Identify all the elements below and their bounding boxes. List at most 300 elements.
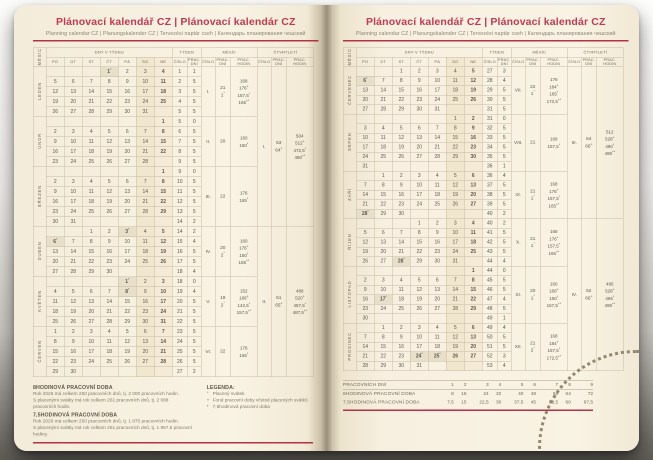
day-cell: 17 [82,347,100,357]
week-number-cell: 6 [172,127,187,137]
day-cell [464,162,482,172]
reference-value: 45 [530,399,536,406]
header-line: HODIN [546,61,560,67]
day-cell: 9 [46,137,64,147]
month-hours-value: 168 [240,78,248,84]
day-cell: 12 [64,297,82,307]
symbol-superscript: +* [247,309,251,314]
month-workdays-value: 1° [530,195,535,202]
day-cell: 29 [410,257,428,267]
day-cell: 29 [446,152,464,162]
month-hours-value: 165+* [547,250,559,256]
day-cell: 18 [428,342,446,352]
day-cell: 6 [136,327,154,337]
week-number-cell: 23 [172,327,187,337]
day-cell: 12 [446,333,464,343]
day-cell: 28 [154,357,172,367]
day-cell [410,266,428,276]
month-hours-value: 176+ [239,85,249,91]
day-cell: 29 [374,361,392,371]
day-cell [82,117,100,127]
reference-value: 8 [450,391,454,397]
day-cell: 26 [464,95,482,105]
day-cell: 24° [410,352,428,362]
symbol-superscript: * [556,91,558,95]
day-cell [356,219,374,229]
day-cell: 23 [464,143,482,153]
day-cell [356,266,374,276]
day-cell: 9 [410,76,428,86]
day-cell: 24 [374,304,392,314]
week-workdays-cell: 5 [187,77,201,87]
day-cell [356,171,374,181]
day-cell: 22 [154,197,172,207]
week-workdays-cell: 0 [187,167,201,177]
month-hours-value: 157,5+* [236,309,251,316]
week-number-cell: 27 [482,67,497,77]
month-hours-value: 176 [240,190,248,196]
week-workdays-cell: 5 [187,187,201,197]
day-cell: 16 [392,190,410,200]
day-cell: 20 [136,347,154,357]
day-cell [392,266,410,276]
quarter-hours-cell [596,219,623,371]
day-cell: 5 [64,287,82,297]
month-numeral-cell: VII. [511,67,525,115]
day-cell: 8 [374,181,392,191]
day-cell: 24 [154,307,172,317]
day-cell: 13 [356,86,374,96]
month-workdays-cell [525,114,540,171]
day-cell [100,167,118,177]
symbol-superscript: + [556,288,558,292]
day-header-po: PO [356,57,374,67]
day-cell: 27 [410,152,428,162]
day-cell [464,314,482,324]
symbol-superscript: +* [555,202,559,207]
reference-value: 60 [565,399,571,406]
symbol-superscript: ° [532,294,535,299]
day-cell: 12 [356,238,374,248]
symbol-superscript: ° [532,195,535,199]
day-cell: 18 [82,147,100,157]
day-cell: 30 [46,217,64,227]
day-cell: 10 [136,77,154,87]
week-workdays-cell: 5 [497,190,511,200]
day-cell: 3 [446,219,464,229]
week-number-cell: 39 [482,200,497,210]
legend-text: Placený svátek [212,391,245,397]
day-cell: 31 [154,317,172,327]
reference-value: 7 [536,380,558,389]
week-number-cell: 20 [172,297,187,307]
month-name-label: ŘÍJEN [346,233,352,250]
week-number-cell: 37 [482,181,497,191]
week-workdays-cell: 4 [187,287,201,297]
day-cell: 5 [446,171,464,181]
reference-row-label: 7,5HODINOVÁ PRACOVNÍ DOBA [342,399,420,406]
page-title: Plánovací kalendář CZ | Plánovací kalendár CZ [365,16,606,28]
week-number-cell: 31 [482,114,497,124]
week-number-cell: 5 [172,107,187,117]
month-hours-value: 165* [239,197,249,203]
note-title: 8HODINOVÁ PRACOVNÍ DOBA [33,384,113,391]
day-cell: 30 [464,152,482,162]
day-cell: 20 [118,147,136,157]
week-workdays-cell: 5 [187,97,201,107]
day-cell: 11 [154,77,172,87]
day-cell: 3 [374,276,392,286]
week-number-cell: 43 [482,247,497,257]
day-cell: 26 [392,152,410,162]
day-cell: 28 [136,207,154,217]
day-cell: 5 [46,77,64,87]
header-line: DNÍ [219,61,227,67]
day-cell: 4 [154,67,172,77]
week-workdays-cell: 4 [497,257,511,267]
week-workdays-cell: 4 [497,361,511,371]
month-name-label: DUBEN [37,241,43,261]
subcolumn-header [567,57,581,67]
symbol-superscript: ° [55,238,58,242]
day-cell: 13 [136,337,154,347]
day-cell: 10 [374,285,392,295]
month-numeral-cell: XII. [511,323,525,371]
day-cell: 7 [356,333,374,343]
symbol-superscript: + [556,188,558,192]
month-numeral-cell: VIII. [511,114,525,171]
week-number-cell: 9 [172,167,187,177]
month-hours-value: 165* [239,352,249,358]
month-workdays-value: 1° [220,91,225,98]
day-cell: 24 [446,247,464,257]
day-cell: 19 [410,295,428,305]
day-cell [64,167,82,177]
week-workdays-cell: 2 [497,209,511,219]
month-workdays-cell [215,117,230,167]
reference-value: 30 [495,399,501,406]
month-hours-value: 176 [549,77,558,83]
month-hours-value: 165+* [238,259,250,266]
month-hours-cell [230,277,257,327]
day-cell: 8 [154,177,172,187]
symbol-superscript: + [246,85,249,89]
reference-row-label: 8HODINOVÁ PRACOVNÍ DOBA [342,391,415,397]
day-cell: 27 [464,200,482,210]
symbol-superscript: ° [127,278,130,282]
day-cell: 2 [428,219,446,229]
reference-value: 22,5 [478,399,489,406]
day-cell: 24 [82,357,100,367]
day-cell: 3 [410,323,428,333]
month-numeral-cell: IV. [201,227,215,277]
day-cell: 24 [136,97,154,107]
day-cell: 1 [374,323,392,333]
day-cell: 27 [374,257,392,267]
week-workdays-cell: 5 [187,257,201,267]
subcolumn-header [215,57,230,67]
day-cell: 25° [428,352,446,362]
week-workdays-cell: 5 [187,177,201,187]
day-cell: 3 [154,277,172,287]
day-cell: 28 [136,157,154,167]
day-cell: 7 [392,228,410,238]
week-number-cell: 4 [172,97,187,107]
day-cell: 4 [46,287,64,297]
header-line: PRAC. [293,57,307,62]
symbol-superscript: + [612,136,615,140]
day-cell: 26 [410,304,428,314]
day-cell [392,114,410,124]
month-hours-value: 157,5* [547,243,560,249]
legend-title: LEGENDA: [206,384,235,391]
week-number-cell: 41 [482,228,497,238]
day-cell: 21 [446,295,464,305]
day-cell: 8 [392,76,410,86]
week-workdays-cell: 5 [497,95,511,105]
day-cell: 20 [118,197,136,207]
month-hours-value: 150* [239,142,249,148]
day-cell: 25 [100,357,118,367]
symbol-superscript: * [558,143,560,147]
month-workdays-cell [215,277,230,327]
month-hours-cell [540,171,567,219]
day-header-ne: NE [464,57,482,67]
symbol-superscript: +* [611,302,615,307]
month-name-label: KVĚTEN [37,290,43,312]
month-hours-cell [230,67,257,117]
symbol-superscript: ° [109,68,112,72]
month-hours-value: 168 [549,333,558,339]
day-cell: 3 [64,177,82,187]
page-left [14,5,327,451]
month-name-cell [343,266,356,323]
month-workdays-value: 21 [529,139,535,146]
quarter-group-header: ČTVRTLETÍ [257,48,313,58]
day-cell [464,105,482,115]
day-header-st: ST [392,57,410,67]
symbol-superscript: + [302,140,305,144]
week-workdays-cell: 5 [497,105,511,115]
week-workdays-cell: 5 [497,276,511,286]
day-header-po: PO [46,57,64,67]
day-cell: 12 [446,181,464,191]
subcolumn-header [286,57,313,67]
month-hours-value: 168 [549,181,558,187]
day-cell: 6 [82,287,100,297]
day-cell [154,267,172,277]
day-cell: 13 [464,181,482,191]
header-line: PRAC. [582,57,595,62]
month-hours-cell [230,227,257,277]
symbol-superscript: +* [303,309,308,314]
day-cell: 24 [410,200,428,210]
week-workdays-cell: 5 [187,347,201,357]
day-cell [374,314,392,324]
day-cell: 6 [374,228,392,238]
week-workdays-cell: 5 [497,333,511,343]
week-number-cell: 17 [172,257,187,267]
week-row [33,67,313,77]
week-workdays-cell: 4 [497,295,511,305]
quarter-workdays-value: 65+ [275,301,283,308]
quarter-hours-value: 528+ [604,288,615,294]
week-workdays-cell: 0 [497,266,511,276]
day-cell: 11 [82,137,100,147]
day-cell: 6 [118,127,136,137]
quarter-hours-cell [286,67,313,227]
reference-value: 64 [565,391,571,397]
week-workdays-cell: 5 [497,247,511,257]
day-cell: 6 [64,77,82,87]
symbol-superscript: ° [402,257,405,262]
reference-value: 5 [501,380,523,389]
symbol-superscript: + [556,83,558,88]
header-line: ČÍSLO [202,59,215,64]
quarter-hours-cell [286,227,313,377]
symbol-superscript: ° [365,77,367,81]
symbol-superscript: + [589,294,592,299]
symbol-superscript: ° [532,90,535,95]
symbol-superscript: + [280,301,283,306]
legend-symbol: * [206,404,209,410]
week-row [343,67,623,77]
day-cell: 9 [46,187,64,197]
day-cell [82,217,100,227]
symbol-superscript: + [556,340,558,344]
day-cell: 7 [428,124,446,134]
month-name-label: ÚNOR [37,133,43,149]
day-cell: 23 [46,157,64,167]
month-column-header [33,48,46,67]
header-row-groups [343,48,623,58]
symbol-superscript: * [612,143,614,147]
day-cell: 2 [410,67,428,77]
day-header-so: SO [446,57,464,67]
month-workdays-cell [525,323,540,371]
month-numeral-cell: VI. [201,327,215,377]
quarter-workdays-value: 62 [585,288,591,294]
week-number-cell: 5 [172,117,187,127]
day-cell [64,277,82,287]
quarter-workdays-value: 66+ [584,142,592,149]
day-cell: 1° [118,277,136,287]
day-cell [154,157,172,167]
reference-value: 3 [466,380,488,389]
day-cell: 19 [118,347,136,357]
day-cell [410,209,428,219]
day-cell: 9 [428,228,446,238]
page-subtitle: Planning calendar CZ | Planungskalender CZ | Tervezési naptár cseh | Календарь планирования чешский [355,30,616,37]
header-line: DNÍ [584,61,592,67]
day-cell: 17 [154,297,172,307]
day-cell [46,277,64,287]
day-cell: 27 [46,267,64,277]
reference-row [343,380,593,389]
day-cell: 20 [464,190,482,200]
day-cell: 18 [82,197,100,207]
header-row-columns [33,57,313,67]
month-workdays-cell [215,327,230,377]
reference-value: 52,5 [548,399,558,406]
page-right [327,5,640,451]
day-cell: 17 [410,342,428,352]
day-cell: 20 [428,295,446,305]
quarter-hours-value: 457,5* [293,302,307,308]
day-cell: 15 [46,347,64,357]
day-cell: 25 [374,152,392,162]
day-cell: 3 [410,171,428,181]
day-cell: 11 [428,333,446,343]
day-cell: 28 [64,267,82,277]
day-cell: 2 [392,171,410,181]
reference-value: 8 [558,380,571,389]
day-cell: 23 [136,307,154,317]
month-workdays-value: 19 [220,295,226,301]
day-cell: 11 [392,285,410,295]
day-cell [374,219,392,229]
note-block [33,411,193,437]
day-cell: 17 [118,247,136,257]
month-name-label: LISTOPAD [346,280,352,308]
quarter-numeral-cell: III. [567,67,581,219]
day-cell: 28 [356,361,374,371]
header-line: ČÍSLO [483,59,496,64]
day-cell: 16 [356,295,374,305]
day-cell: 5 [446,323,464,333]
quarter-hours-value: 465* [604,295,614,301]
day-cell [392,314,410,324]
day-cell: 18 [46,307,64,317]
symbol-superscript: * [558,347,560,352]
day-cell: 22 [82,257,100,267]
calendar-table-jan-jun [33,48,319,378]
day-cell [356,323,374,333]
week-workdays-cell: 3 [497,352,511,362]
week-number-cell: 51 [482,342,497,352]
day-cell: 22 [118,307,136,317]
month-hours-value: 165+* [547,202,559,209]
day-cell: 26 [100,207,118,217]
month-hours-value: 168+ [548,288,558,294]
day-cell: 8 [82,237,100,247]
legend-symbol: ° [206,391,209,397]
quarter-hours-value: 528+ [604,136,615,142]
quarter-hours-value: 480+* [294,154,306,161]
month-hours-cell [540,323,567,371]
day-cell: 6 [464,171,482,181]
week-workdays-cell: 1 [187,67,201,77]
month-numeral-cell: IX. [511,171,525,219]
working-time-notes [33,384,193,439]
day-cell: 4 [464,219,482,229]
day-cell: 3 [136,67,154,77]
day-cell: 15 [154,187,172,197]
week-workdays-cell: 5 [187,327,201,337]
day-cell [64,227,82,237]
day-cell: 14 [100,297,118,307]
quarter-workdays-value: 64 [585,136,591,142]
day-cell [136,167,154,177]
quarter-hours-value: 512 [605,129,614,135]
month-hours-value: 176+ [239,245,249,251]
day-cell: 6 [464,323,482,333]
day-cell: 21 [374,95,392,105]
day-cell: 22 [374,352,392,362]
week-workdays-cell: 1 [497,162,511,172]
day-cell: 13 [428,285,446,295]
month-numeral-cell: II. [201,117,215,167]
